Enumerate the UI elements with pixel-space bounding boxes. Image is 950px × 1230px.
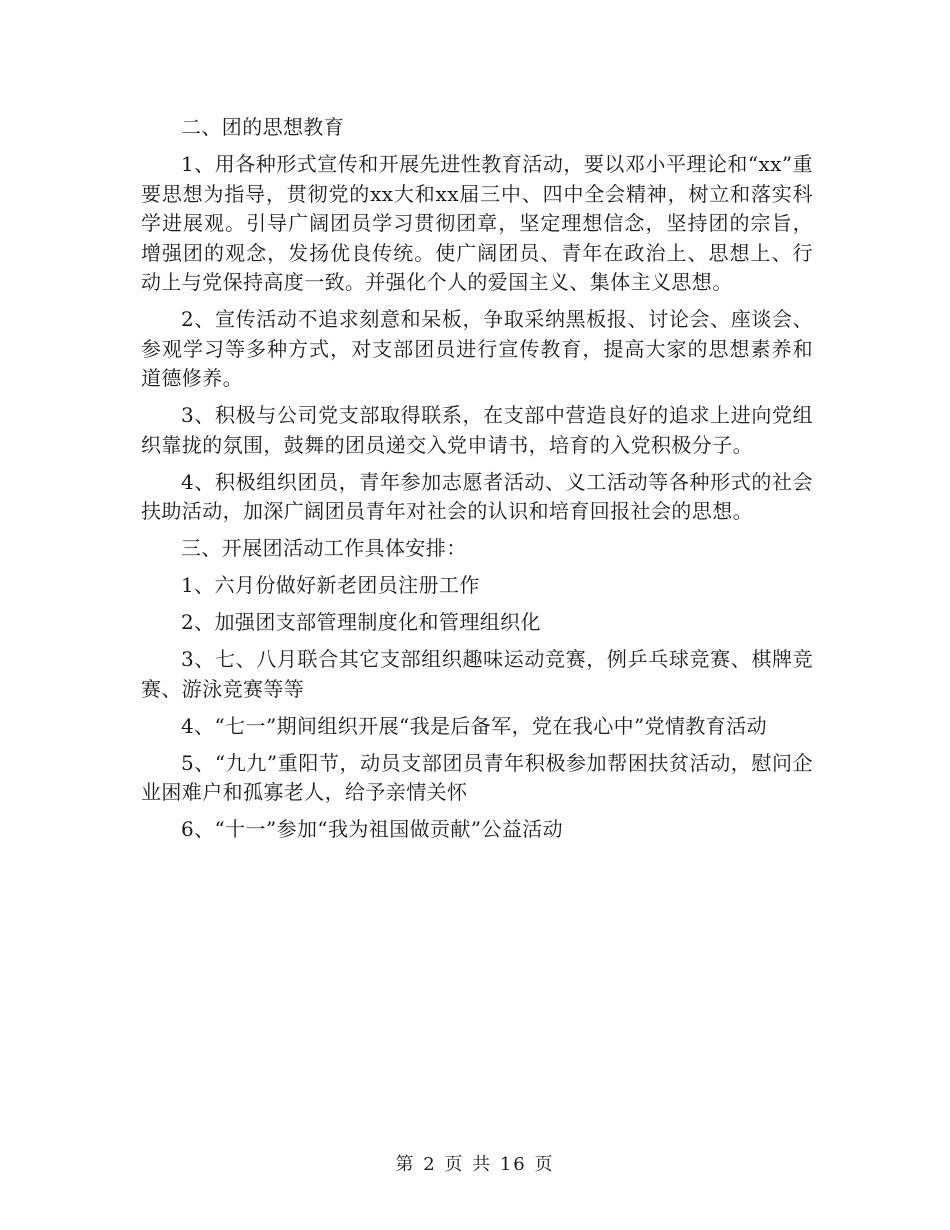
- section-heading-ideological-education: 二、团的思想教育: [181, 115, 345, 139]
- list-item: 3、七、八月联合其它支部组织趣味运动竞赛，例乒乓球竞赛、棋牌竞赛、游泳竞赛等等: [141, 647, 813, 701]
- paragraph: 2、宣传活动不追求刻意和呆板，争取采纳黑板报、讨论会、座谈会、参观学习等多种方式，对支部团员进行宣传教育，提高大家的思想素养和道德修养。: [141, 307, 813, 390]
- list-item: 5、“九九”重阳节，动员支部团员青年积极参加帮困扶贫活动，慰问企业困难户和孤寡老人，给予亲情关怀: [141, 750, 813, 804]
- list-item: 6、“十一”参加“我为祖国做贡献”公益活动: [181, 817, 564, 841]
- list-item: 1、六月份做好新老团员注册工作: [181, 573, 480, 597]
- list-item: 4、“七一”期间组织开展“我是后备军，党在我心中”党情教育活动: [181, 713, 768, 738]
- paragraph: 4、积极组织团员，青年参加志愿者活动、义工活动等各种形式的社会扶助活动，加深广阔团员青年对社会的认识和培育回报社会的思想。: [141, 469, 813, 523]
- list-item: 2、加强团支部管理制度化和管理组织化: [181, 610, 541, 634]
- section-heading-activity-schedule: 三、开展团活动工作具体安排：: [181, 536, 467, 560]
- document-body: [141, 113, 813, 845]
- page-number-footer: 第 2 页 共 16 页: [395, 1154, 555, 1175]
- paragraph: 3、积极与公司党支部取得联系，在支部中营造良好的追求上进向党组织靠拢的氛围，鼓舞的团员递交入党申请书，培育的入党积极分子。: [141, 403, 813, 457]
- paragraph: 1、用各种形式宣传和开展先进性教育活动，要以邓小平理论和“xx”重要思想为指导，贯彻党的xx大和xx届三中、四中全会精神，树立和落实科学进展观。引导广阔团员学习贯彻团章，坚定理想信念，坚持团的宗旨，增强团的观念，发扬优良传统。使广阔团员、青年在政治上、思想上、行动上与党保持高度一致。并强化个人的爱国主义、集体主义思想。: [141, 152, 813, 294]
